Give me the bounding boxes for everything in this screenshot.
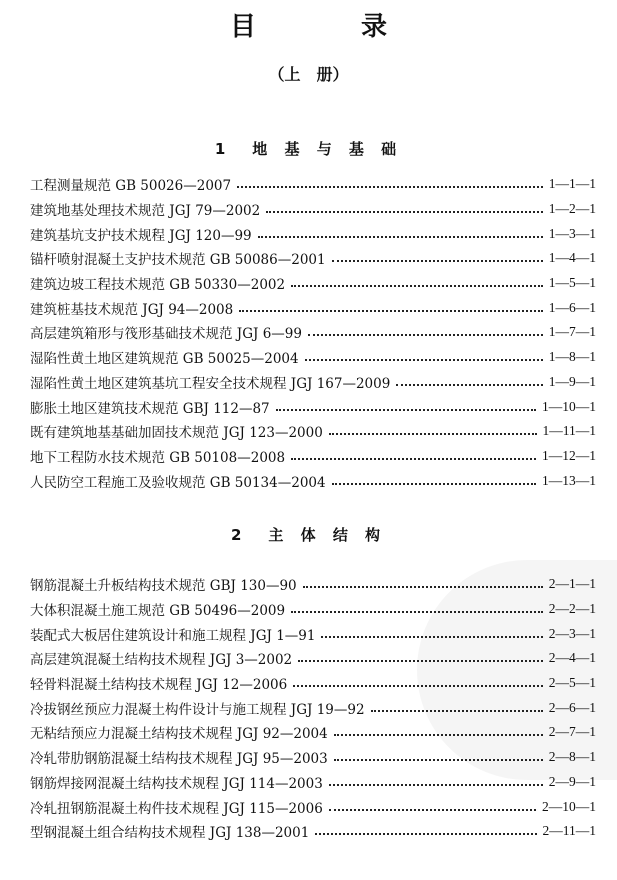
toc-entry-title: 地下工程防水技术规范 GB 50108—2008: [30, 449, 286, 466]
toc-entry-page: 1—5—1: [548, 275, 596, 291]
dot-leader: [334, 734, 543, 736]
dot-leader: [308, 334, 543, 336]
dot-leader: [329, 433, 537, 435]
dot-leader: [396, 384, 542, 386]
toc-entry-page: 1—8—1: [548, 349, 596, 365]
toc-entry-title: 型钢混凝土组合结构技术规程 JGJ 138—2001: [30, 825, 310, 842]
toc-entry-page: 1—13—1: [542, 472, 596, 488]
dot-leader: [315, 833, 536, 835]
toc-entry-page: 1—6—1: [548, 299, 596, 315]
toc-entry-page: 2—10—1: [542, 798, 596, 814]
dot-leader: [329, 784, 543, 786]
toc-entry-page: 2—5—1: [548, 675, 596, 691]
toc-entry-page: 2—9—1: [548, 773, 596, 789]
dot-leader: [293, 685, 543, 687]
page-title: 目 录: [229, 12, 436, 42]
toc-entry-title: 建筑桩基技术规范 JGJ 94—2008: [30, 301, 234, 318]
toc-entry[interactable]: [30, 646, 596, 671]
toc-entry[interactable]: [30, 621, 596, 646]
toc-entry-page: 1—11—1: [542, 423, 596, 439]
dot-leader: [334, 759, 543, 761]
dot-leader: [291, 611, 543, 613]
toc-entry-title: 冷轧带肋钢筋混凝土结构技术规程 JGJ 95—2003: [30, 751, 328, 768]
toc-entry[interactable]: [30, 345, 596, 370]
toc-entry[interactable]: [30, 246, 596, 271]
toc-list-section-2: [30, 572, 596, 844]
toc-entry-title: 建筑地基处理技术规范 JGJ 79—2002: [30, 203, 261, 220]
toc-entry[interactable]: [30, 394, 596, 419]
toc-entry-title: 高层建筑箱形与筏形基础技术规范 JGJ 6—99: [30, 326, 302, 343]
toc-entry-page: 2—2—1: [548, 601, 596, 617]
toc-entry-title: 建筑边坡工程技术规范 GB 50330—2002: [30, 277, 286, 294]
toc-entry-page: 1—7—1: [548, 324, 596, 340]
dot-leader: [237, 186, 543, 188]
toc-entry-title: 人民防空工程施工及验收规范 GB 50134—2004: [30, 474, 326, 491]
toc-entry-title: 钢筋混凝土升板结构技术规范 GBJ 130—90: [30, 578, 297, 595]
section-heading-2: 2 主 体 结 构: [230, 526, 387, 544]
toc-entry-page: 2—1—1: [548, 576, 596, 592]
toc-entry-page: 1—10—1: [542, 398, 596, 414]
toc-entry[interactable]: [30, 172, 596, 197]
toc-entry[interactable]: [30, 597, 596, 622]
toc-entry-title: 大体积混凝土施工规范 GB 50496—2009: [30, 603, 286, 620]
toc-entry-title: 高层建筑混凝土结构技术规程 JGJ 3—2002: [30, 652, 293, 669]
toc-entry-title: 锚杆喷射混凝土支护技术规范 GB 50086—2001: [30, 252, 326, 269]
toc-entry-page: 1—12—1: [542, 447, 596, 463]
toc-entry[interactable]: [30, 221, 596, 246]
dot-leader: [332, 260, 543, 262]
toc-entry[interactable]: [30, 320, 596, 345]
dot-leader: [266, 211, 543, 213]
toc-entry-title: 轻骨料混凝土结构技术规程 JGJ 12—2006: [30, 677, 288, 694]
toc-entry[interactable]: [30, 794, 596, 819]
toc-entry-title: 湿陷性黄土地区建筑基坑工程安全技术规程 JGJ 167—2009: [30, 375, 391, 392]
toc-entry[interactable]: [30, 745, 596, 770]
toc-entry-page: 1—3—1: [548, 225, 596, 241]
toc-entry-title: 冷拔钢丝预应力混凝土构件设计与施工规程 JGJ 19—92: [30, 701, 365, 718]
toc-list-section-1: [30, 172, 596, 493]
toc-entry-title: 湿陷性黄土地区建筑规范 GB 50025—2004: [30, 351, 299, 368]
toc-entry-page: 2—8—1: [548, 749, 596, 765]
toc-entry[interactable]: [30, 295, 596, 320]
toc-entry[interactable]: [30, 819, 596, 844]
dot-leader: [298, 660, 543, 662]
dot-leader: [303, 586, 543, 588]
toc-entry[interactable]: [30, 671, 596, 696]
toc-entry[interactable]: [30, 271, 596, 296]
toc-entry-page: 2—4—1: [548, 650, 596, 666]
toc-entry-page: 2—3—1: [548, 625, 596, 641]
dot-leader: [321, 636, 542, 638]
volume-subtitle: （上 册）: [268, 65, 349, 84]
toc-entry[interactable]: [30, 468, 596, 493]
toc-entry-page: 1—2—1: [548, 201, 596, 217]
toc-entry-page: 1—9—1: [548, 373, 596, 389]
toc-entry-title: 工程测量规范 GB 50026—2007: [30, 178, 232, 195]
toc-entry-page: 2—7—1: [548, 724, 596, 740]
toc-entry-page: 2—11—1: [542, 823, 596, 839]
toc-entry[interactable]: [30, 695, 596, 720]
toc-entry-page: 1—1—1: [548, 176, 596, 192]
dot-leader: [239, 310, 543, 312]
toc-entry[interactable]: [30, 419, 596, 444]
toc-entry[interactable]: [30, 197, 596, 222]
toc-entry-title: 钢筋焊接网混凝土结构技术规程 JGJ 114—2003: [30, 775, 323, 792]
toc-entry-title: 既有建筑地基基础加固技术规范 JGJ 123—2000: [30, 425, 323, 442]
dot-leader: [258, 236, 543, 238]
dot-leader: [291, 458, 536, 460]
toc-entry[interactable]: [30, 572, 596, 597]
toc-entry[interactable]: [30, 720, 596, 745]
dot-leader: [305, 359, 543, 361]
toc-entry[interactable]: [30, 770, 596, 795]
toc-entry-page: 1—4—1: [548, 250, 596, 266]
toc-entry-title: 无粘结预应力混凝土结构技术规程 JGJ 92—2004: [30, 726, 328, 743]
toc-entry-title: 装配式大板居住建筑设计和施工规程 JGJ 1—91: [30, 627, 316, 644]
toc-entry-title: 建筑基坑支护技术规程 JGJ 120—99: [30, 227, 252, 244]
dot-leader: [329, 809, 536, 811]
toc-entry-title: 膨胀土地区建筑技术规范 GBJ 112—87: [30, 400, 270, 417]
dot-leader: [276, 409, 536, 411]
toc-entry-title: 冷轧扭钢筋混凝土构件技术规程 JGJ 115—2006: [30, 800, 323, 817]
toc-entry[interactable]: [30, 370, 596, 395]
dot-leader: [371, 710, 543, 712]
section-heading-1: 1 地 基 与 基 础: [214, 140, 403, 158]
dot-leader: [332, 483, 536, 485]
toc-entry-page: 2—6—1: [548, 699, 596, 715]
dot-leader: [291, 285, 543, 287]
toc-entry[interactable]: [30, 444, 596, 469]
